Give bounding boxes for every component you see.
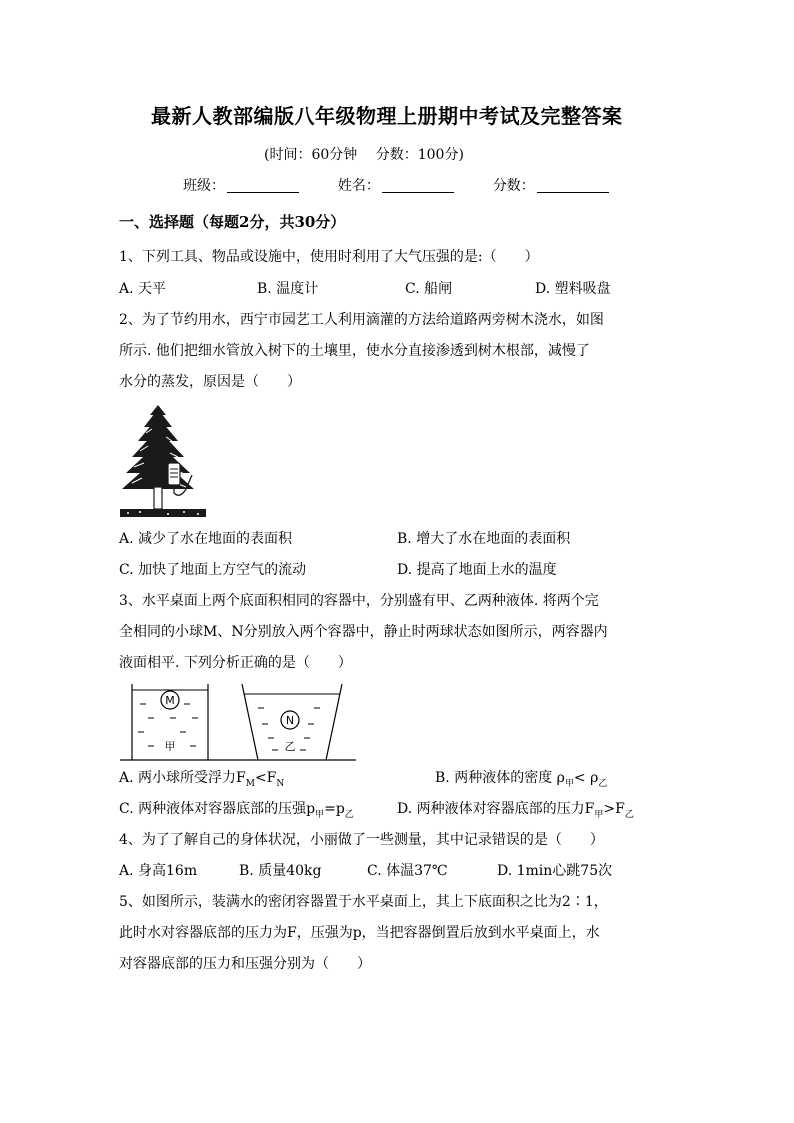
- question-2-line1: 2、为了节约用水，西宁市园艺工人利用滴灌的方法给道路两旁树木浇水，如图: [119, 312, 604, 328]
- q4-option-c: C. 体温37℃: [367, 863, 448, 879]
- q3-option-d-sub2: 乙: [624, 809, 634, 820]
- score-label: 分数：: [492, 178, 535, 194]
- q4-option-b: B. 质量40kg: [239, 863, 322, 879]
- question-3-line2: 全相同的小球M、N分别放入两个容器中，静止时两球状态如图所示，两容器内: [119, 624, 608, 640]
- q2-option-c: C. 加快了地面上方空气的流动: [119, 562, 307, 578]
- q3-option-b-sub1: 甲: [564, 778, 574, 789]
- q1-option-c: C. 船闸: [405, 281, 453, 297]
- q3-option-b: [435, 768, 607, 794]
- q3-option-c: [119, 799, 354, 825]
- question-5-line3: 对容器底部的压力和压强分别为（ ）: [119, 956, 371, 972]
- q1-option-d: D. 塑料吸盘: [535, 281, 611, 297]
- name-blank: [382, 178, 454, 193]
- name-label: 姓名：: [337, 178, 380, 194]
- question-2-line2: 所示. 他们把细水管放入树下的土壤里，使水分直接渗透到树木根部，减慢了: [119, 343, 590, 359]
- section-heading: 一、选择题（每题2分，共30分）: [119, 213, 346, 231]
- q3-option-c-rel: =p: [324, 801, 345, 817]
- drip-irrigation-tree-figure: [118, 403, 208, 521]
- q3-option-c-sub2: 乙: [344, 809, 354, 820]
- class-blank: [227, 178, 299, 193]
- two-containers-figure: [118, 680, 358, 764]
- q1-option-a: A. 天平: [119, 281, 167, 297]
- q3-option-d-sub1: 甲: [594, 809, 604, 820]
- question-2-line3: 水分的蒸发，原因是（ ）: [119, 374, 301, 390]
- ball-m-label: M: [165, 694, 175, 707]
- question-3-line3: 液面相平. 下列分析正确的是（ ）: [119, 655, 352, 671]
- question-1: 1、下列工具、物品或设施中，使用时利用了大气压强的是:（ ）: [119, 249, 539, 265]
- score-blank: [537, 178, 609, 193]
- q3-option-c-text: C. 两种液体对容器底部的压强p: [119, 801, 316, 817]
- q2-option-b: B. 增大了水在地面的表面积: [397, 531, 571, 547]
- liquid-b-label: 乙: [284, 740, 296, 753]
- exam-info: (时间：60分钟 分数：100分): [264, 147, 464, 163]
- q3-option-d: [397, 799, 634, 825]
- page-title: 最新人教部编版八年级物理上册期中考试及完整答案: [151, 104, 623, 128]
- q2-option-d: D. 提高了地面上水的温度: [397, 562, 557, 578]
- q3-option-a-rel: <F: [254, 770, 277, 786]
- q1-option-b: B. 温度计: [257, 281, 319, 297]
- q4-option-d: D. 1min心跳75次: [497, 863, 613, 879]
- q3-option-a-sub1: M: [245, 778, 255, 789]
- q3-option-b-text: B. 两种液体的密度 ρ: [435, 770, 565, 786]
- question-5-line2: 此时水对容器底部的压力为F，压强为p，当把容器倒置后放到水平桌面上，水: [119, 925, 600, 941]
- question-4: 4、为了了解自己的身体状况，小丽做了一些测量，其中记录错误的是（ ）: [119, 832, 604, 848]
- question-5-line1: 5、如图所示，装满水的密闭容器置于水平桌面上，其上下底面积之比为2∶1，: [119, 894, 608, 910]
- q3-option-b-rel: < ρ: [573, 770, 599, 786]
- q3-option-a-sub2: N: [276, 778, 285, 789]
- question-3-line1: 3、水平桌面上两个底面积相同的容器中，分别盛有甲、乙两种液体. 将两个完: [119, 593, 599, 609]
- q4-option-a: A. 身高16m: [119, 863, 198, 879]
- q3-option-b-sub2: 乙: [598, 778, 608, 789]
- info-line: [183, 176, 609, 196]
- q3-option-a-text: A. 两小球所受浮力F: [119, 770, 246, 786]
- q2-option-a: A. 减少了水在地面的表面积: [119, 531, 293, 547]
- q3-option-d-rel: >F: [603, 801, 625, 817]
- ball-n-label: N: [285, 714, 295, 727]
- q3-option-d-text: D. 两种液体对容器底部的压力F: [397, 801, 595, 817]
- class-label: 班级：: [183, 178, 225, 194]
- liquid-a-label: 甲: [164, 740, 176, 753]
- q3-option-c-sub1: 甲: [315, 809, 325, 820]
- q3-option-a: [119, 768, 284, 794]
